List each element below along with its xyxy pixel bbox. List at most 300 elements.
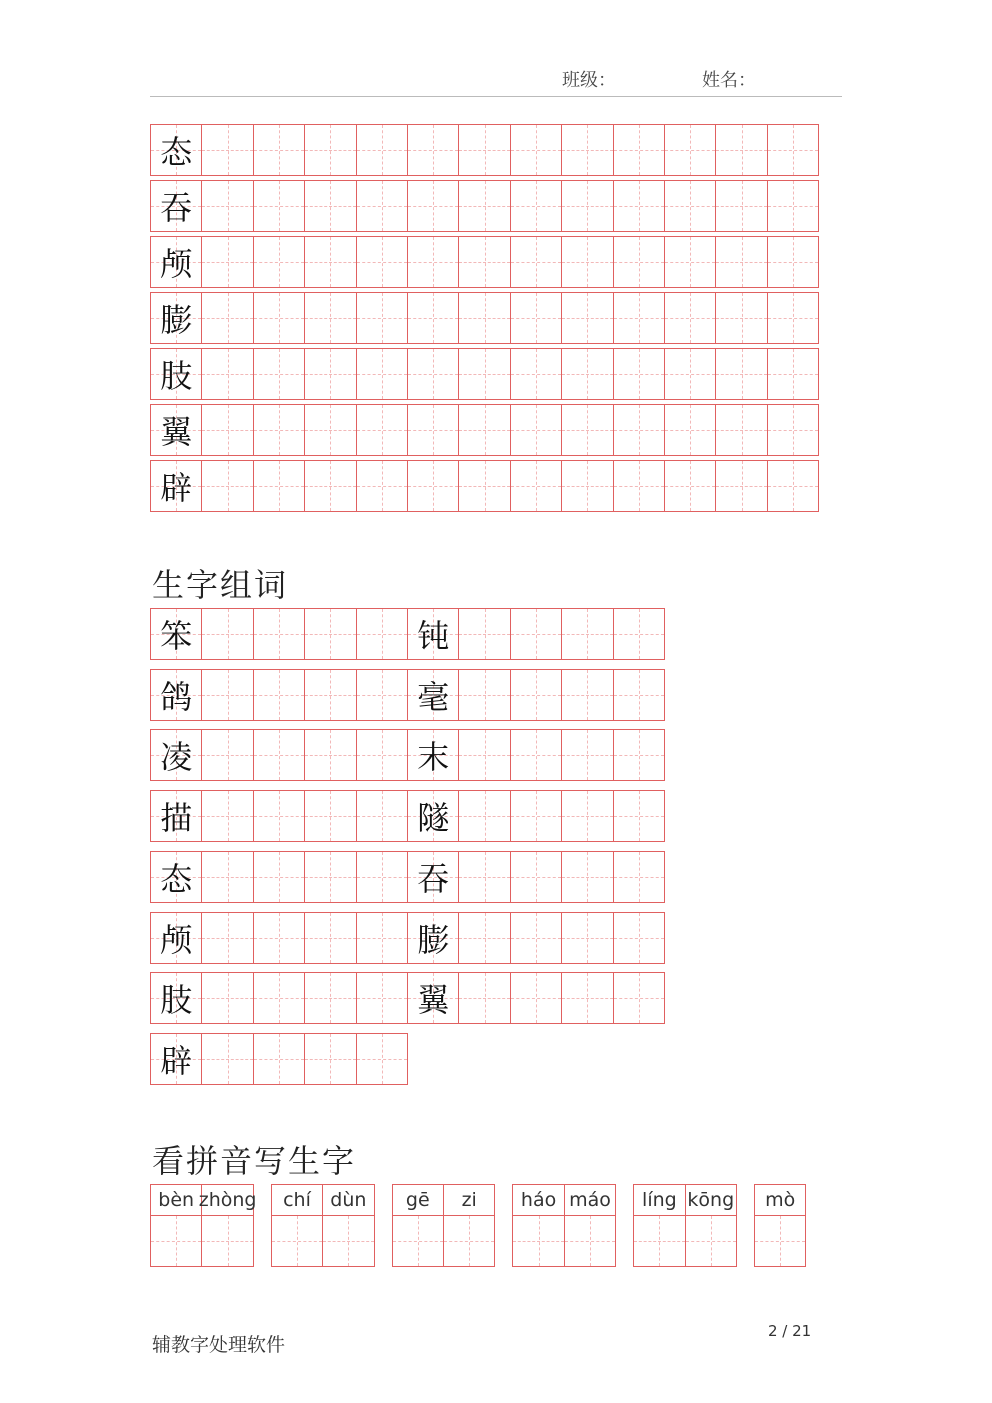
word-group-cell [253, 1033, 305, 1085]
word-group-cell [613, 608, 665, 660]
practice-cell [253, 124, 305, 176]
writing-cell [565, 1216, 615, 1266]
practice-model-cell [150, 460, 202, 512]
guide-line-horizontal [202, 1241, 252, 1242]
guide-line-horizontal [614, 318, 664, 319]
guide-line-horizontal [305, 318, 355, 319]
word-group-cell [356, 972, 408, 1024]
guide-line-horizontal [716, 486, 766, 487]
pinyin-label: zhòng [202, 1185, 252, 1216]
practice-cell [201, 404, 253, 456]
guide-line-horizontal [272, 1241, 322, 1242]
section-title-word-group: 生字组词 [152, 566, 289, 604]
model-character: 吞 [417, 859, 450, 898]
practice-cell [356, 460, 408, 512]
guide-line-horizontal [305, 695, 355, 696]
guide-line-horizontal [305, 634, 355, 635]
practice-cell [664, 236, 716, 288]
guide-line-horizontal [202, 374, 252, 375]
practice-cell [253, 460, 305, 512]
guide-line-horizontal [202, 695, 252, 696]
word-group-cell [356, 729, 408, 781]
word-group-cell [510, 912, 562, 964]
guide-line-horizontal [408, 206, 458, 207]
practice-cell [561, 124, 613, 176]
guide-line-horizontal [408, 318, 458, 319]
practice-cell [304, 348, 356, 400]
guide-line-horizontal [305, 816, 355, 817]
guide-line-horizontal [305, 938, 355, 939]
writing-cell [151, 1216, 201, 1266]
guide-line-horizontal [634, 1241, 684, 1242]
practice-cell [767, 348, 819, 400]
guide-line-horizontal [254, 755, 304, 756]
practice-cell [510, 124, 562, 176]
practice-cell [664, 404, 716, 456]
guide-line-horizontal [459, 374, 509, 375]
practice-cell [458, 292, 510, 344]
guide-line-horizontal [614, 430, 664, 431]
guide-line-horizontal [357, 374, 407, 375]
word-group-cell [201, 912, 253, 964]
practice-cell [304, 460, 356, 512]
guide-line-horizontal [254, 695, 304, 696]
practice-model-cell [150, 404, 202, 456]
practice-cell [613, 292, 665, 344]
word-group-char-cell [150, 790, 202, 842]
guide-line-horizontal [562, 150, 612, 151]
guide-line-horizontal [202, 634, 252, 635]
word-group-cell [356, 912, 408, 964]
pinyin-box [685, 1184, 737, 1267]
practice-cell [561, 404, 613, 456]
guide-line-horizontal [254, 206, 304, 207]
word-group-cell [356, 790, 408, 842]
model-character: 末 [417, 738, 450, 777]
word-group-cell [253, 669, 305, 721]
practice-model-cell [150, 292, 202, 344]
writing-cell [323, 1216, 373, 1266]
pinyin-box [564, 1184, 616, 1267]
pinyin-box [271, 1184, 323, 1267]
practice-cell [510, 180, 562, 232]
guide-line-horizontal [768, 374, 818, 375]
model-character: 描 [160, 799, 193, 838]
word-group-cell [253, 790, 305, 842]
word-group-cell [253, 608, 305, 660]
pinyin-box [443, 1184, 495, 1267]
guide-line-horizontal [459, 634, 509, 635]
guide-line-horizontal [357, 150, 407, 151]
guide-line-horizontal [562, 816, 612, 817]
word-group-cell [304, 669, 356, 721]
guide-line-horizontal [768, 430, 818, 431]
practice-cell [304, 292, 356, 344]
guide-line-horizontal [511, 262, 561, 263]
guide-line-horizontal [562, 938, 612, 939]
guide-line-horizontal [562, 998, 612, 999]
practice-cell [253, 292, 305, 344]
practice-cell [304, 236, 356, 288]
word-group-cell [458, 790, 510, 842]
guide-line-horizontal [357, 262, 407, 263]
model-character: 膨 [417, 920, 450, 959]
guide-line-horizontal [254, 938, 304, 939]
word-group-char-cell [150, 669, 202, 721]
word-group-cell [510, 851, 562, 903]
practice-cell [715, 180, 767, 232]
guide-line-horizontal [459, 150, 509, 151]
word-group-cell [201, 608, 253, 660]
word-group-cell [510, 608, 562, 660]
guide-line-horizontal [511, 816, 561, 817]
guide-line-horizontal [716, 374, 766, 375]
guide-line-horizontal [614, 998, 664, 999]
word-group-char-cell [150, 1033, 202, 1085]
guide-line-horizontal [614, 262, 664, 263]
guide-line-horizontal [357, 755, 407, 756]
model-character: 翼 [160, 413, 193, 451]
guide-line-horizontal [513, 1241, 563, 1242]
model-character: 肢 [160, 357, 193, 395]
practice-cell [356, 404, 408, 456]
word-group-cell [304, 1033, 356, 1085]
practice-cell [613, 236, 665, 288]
practice-cell [407, 348, 459, 400]
model-character: 颅 [160, 920, 193, 959]
section-title-pinyin: 看拼音写生字 [152, 1142, 357, 1180]
guide-line-horizontal [357, 998, 407, 999]
guide-line-horizontal [716, 430, 766, 431]
guide-line-horizontal [254, 486, 304, 487]
practice-cell [407, 236, 459, 288]
guide-line-horizontal [254, 374, 304, 375]
word-group-cell [356, 608, 408, 660]
practice-cell [510, 460, 562, 512]
practice-cell [458, 404, 510, 456]
word-group-cell [561, 912, 613, 964]
guide-line-horizontal [614, 755, 664, 756]
writing-cell [393, 1216, 443, 1266]
guide-line-horizontal [665, 374, 715, 375]
pinyin-label: máo [565, 1185, 615, 1216]
word-group-cell [510, 972, 562, 1024]
guide-line-horizontal [202, 938, 252, 939]
practice-cell [767, 236, 819, 288]
pinyin-label: kōng [686, 1185, 736, 1216]
guide-line-horizontal [305, 998, 355, 999]
guide-line-horizontal [408, 486, 458, 487]
practice-cell [664, 180, 716, 232]
guide-line-horizontal [511, 755, 561, 756]
guide-line-horizontal [305, 430, 355, 431]
practice-cell [458, 460, 510, 512]
guide-line-horizontal [562, 634, 612, 635]
word-group-cell [201, 790, 253, 842]
guide-line-horizontal [665, 318, 715, 319]
word-group-cell [304, 608, 356, 660]
guide-line-horizontal [357, 1059, 407, 1060]
guide-line-horizontal [665, 430, 715, 431]
practice-cell [458, 180, 510, 232]
writing-cell [513, 1216, 563, 1266]
guide-line-horizontal [254, 877, 304, 878]
model-character: 膨 [160, 301, 193, 339]
guide-line-horizontal [357, 695, 407, 696]
guide-line-horizontal [511, 206, 561, 207]
header-divider [150, 96, 842, 97]
practice-cell [613, 180, 665, 232]
guide-line-horizontal [562, 206, 612, 207]
word-group-cell [561, 972, 613, 1024]
word-group-cell [510, 729, 562, 781]
guide-line-horizontal [202, 816, 252, 817]
guide-line-horizontal [511, 374, 561, 375]
guide-line-horizontal [511, 877, 561, 878]
word-group-char-cell [150, 851, 202, 903]
word-group-cell [613, 729, 665, 781]
guide-line-horizontal [562, 755, 612, 756]
practice-cell [356, 292, 408, 344]
guide-line-horizontal [562, 374, 612, 375]
guide-line-horizontal [254, 262, 304, 263]
word-group-cell [613, 669, 665, 721]
guide-line-horizontal [305, 1059, 355, 1060]
name-label: 姓名： [702, 70, 756, 91]
guide-line-horizontal [562, 486, 612, 487]
practice-cell [561, 180, 613, 232]
guide-line-horizontal [565, 1241, 615, 1242]
guide-line-horizontal [511, 486, 561, 487]
guide-line-horizontal [254, 998, 304, 999]
practice-cell [304, 404, 356, 456]
practice-cell [356, 348, 408, 400]
model-character: 颅 [160, 245, 193, 283]
pinyin-label: gē [393, 1185, 443, 1216]
model-character: 毫 [417, 677, 450, 716]
practice-cell [201, 348, 253, 400]
word-group-cell [356, 1033, 408, 1085]
footer-software-name: 辅教字处理软件 [152, 1334, 286, 1356]
word-group-char-cell [407, 669, 459, 721]
word-group-cell [253, 912, 305, 964]
guide-line-horizontal [665, 206, 715, 207]
guide-line-horizontal [254, 150, 304, 151]
guide-line-horizontal [357, 938, 407, 939]
guide-line-horizontal [459, 430, 509, 431]
guide-line-horizontal [305, 486, 355, 487]
pinyin-box [754, 1184, 806, 1267]
guide-line-horizontal [305, 206, 355, 207]
practice-cell [304, 124, 356, 176]
practice-cell [510, 404, 562, 456]
guide-line-horizontal [323, 1241, 373, 1242]
practice-cell [356, 180, 408, 232]
guide-line-horizontal [614, 938, 664, 939]
practice-cell [407, 180, 459, 232]
guide-line-horizontal [665, 486, 715, 487]
practice-cell [613, 348, 665, 400]
guide-line-horizontal [614, 374, 664, 375]
practice-cell [458, 236, 510, 288]
guide-line-horizontal [202, 318, 252, 319]
guide-line-horizontal [511, 695, 561, 696]
word-group-cell [201, 669, 253, 721]
word-group-cell [304, 912, 356, 964]
practice-cell [458, 348, 510, 400]
guide-line-horizontal [768, 486, 818, 487]
practice-cell [201, 124, 253, 176]
practice-model-cell [150, 180, 202, 232]
guide-line-horizontal [755, 1241, 805, 1242]
guide-line-horizontal [614, 486, 664, 487]
word-group-cell [458, 912, 510, 964]
guide-line-horizontal [614, 695, 664, 696]
practice-cell [715, 292, 767, 344]
guide-line-horizontal [459, 877, 509, 878]
word-group-cell [613, 972, 665, 1024]
model-character: 笨 [160, 617, 193, 655]
word-group-cell [458, 669, 510, 721]
pinyin-label: dùn [323, 1185, 373, 1216]
practice-model-cell [150, 124, 202, 176]
writing-cell [686, 1216, 736, 1266]
practice-cell [767, 460, 819, 512]
practice-cell [715, 236, 767, 288]
guide-line-horizontal [768, 318, 818, 319]
pinyin-label: zi [444, 1185, 494, 1216]
practice-cell [715, 460, 767, 512]
guide-line-horizontal [562, 262, 612, 263]
guide-line-horizontal [716, 206, 766, 207]
guide-line-horizontal [305, 755, 355, 756]
practice-cell [664, 460, 716, 512]
practice-cell [253, 236, 305, 288]
practice-cell [201, 180, 253, 232]
practice-cell [664, 124, 716, 176]
practice-cell [561, 348, 613, 400]
word-group-char-cell [150, 912, 202, 964]
guide-line-horizontal [562, 695, 612, 696]
practice-cell [201, 292, 253, 344]
model-character: 肢 [160, 981, 193, 1020]
word-group-cell [458, 851, 510, 903]
guide-line-horizontal [511, 430, 561, 431]
guide-line-horizontal [459, 816, 509, 817]
guide-line-horizontal [511, 150, 561, 151]
guide-line-horizontal [202, 998, 252, 999]
word-group-cell [356, 669, 408, 721]
model-character: 翼 [417, 981, 450, 1020]
guide-line-horizontal [686, 1241, 736, 1242]
guide-line-horizontal [305, 150, 355, 151]
practice-model-cell [150, 348, 202, 400]
word-group-char-cell [407, 608, 459, 660]
guide-line-horizontal [408, 150, 458, 151]
guide-line-horizontal [768, 150, 818, 151]
word-group-cell [561, 851, 613, 903]
guide-line-horizontal [716, 318, 766, 319]
word-group-cell [561, 608, 613, 660]
model-character: 凌 [160, 738, 193, 777]
guide-line-horizontal [357, 816, 407, 817]
pinyin-label: mò [755, 1185, 805, 1216]
guide-line-horizontal [254, 634, 304, 635]
writing-cell [202, 1216, 252, 1266]
practice-cell [664, 292, 716, 344]
word-group-cell [304, 851, 356, 903]
word-group-cell [304, 972, 356, 1024]
guide-line-horizontal [305, 374, 355, 375]
model-character: 态 [160, 133, 193, 171]
guide-line-horizontal [459, 206, 509, 207]
guide-line-horizontal [202, 877, 252, 878]
guide-line-horizontal [459, 318, 509, 319]
model-character: 辟 [160, 469, 193, 507]
writing-cell [634, 1216, 684, 1266]
guide-line-horizontal [254, 816, 304, 817]
practice-cell [510, 292, 562, 344]
pinyin-box [512, 1184, 564, 1267]
class-label: 班级： [562, 70, 616, 91]
guide-line-horizontal [202, 1059, 252, 1060]
word-group-cell [201, 851, 253, 903]
word-group-cell [201, 1033, 253, 1085]
guide-line-horizontal [408, 374, 458, 375]
pinyin-box [198, 1184, 257, 1267]
guide-line-horizontal [357, 486, 407, 487]
practice-cell [201, 236, 253, 288]
practice-model-cell [150, 236, 202, 288]
pinyin-box [633, 1184, 685, 1267]
guide-line-horizontal [562, 430, 612, 431]
guide-line-horizontal [202, 430, 252, 431]
guide-line-horizontal [768, 262, 818, 263]
guide-line-horizontal [408, 262, 458, 263]
guide-line-horizontal [151, 1241, 201, 1242]
footer-page-number: 2 / 21 [768, 1322, 812, 1340]
model-character: 钝 [417, 617, 450, 655]
pinyin-label: líng [634, 1185, 684, 1216]
practice-cell [407, 460, 459, 512]
guide-line-horizontal [511, 634, 561, 635]
guide-line-horizontal [357, 318, 407, 319]
guide-line-horizontal [357, 634, 407, 635]
word-group-cell [458, 608, 510, 660]
word-group-char-cell [407, 912, 459, 964]
practice-cell [561, 236, 613, 288]
guide-line-horizontal [459, 486, 509, 487]
practice-cell [613, 404, 665, 456]
guide-line-horizontal [357, 430, 407, 431]
guide-line-horizontal [562, 877, 612, 878]
guide-line-horizontal [614, 634, 664, 635]
guide-line-horizontal [511, 938, 561, 939]
guide-line-horizontal [202, 486, 252, 487]
guide-line-horizontal [665, 150, 715, 151]
guide-line-horizontal [459, 755, 509, 756]
guide-line-horizontal [408, 430, 458, 431]
practice-cell [510, 236, 562, 288]
practice-cell [253, 404, 305, 456]
pinyin-box [150, 1184, 202, 1267]
model-character: 鸽 [160, 677, 193, 716]
word-group-cell [510, 790, 562, 842]
guide-line-horizontal [305, 877, 355, 878]
word-group-cell [304, 790, 356, 842]
guide-line-horizontal [459, 695, 509, 696]
practice-cell [767, 124, 819, 176]
